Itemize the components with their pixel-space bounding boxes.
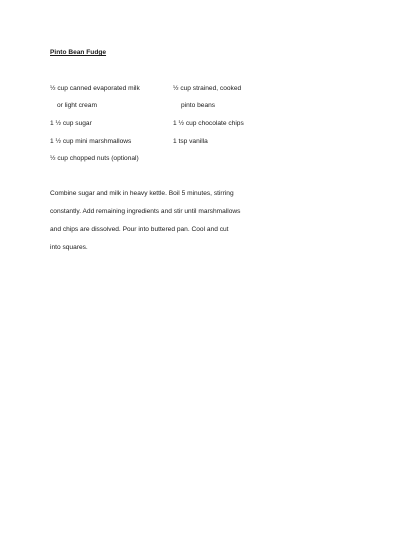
ingredient-evaporated-milk-continued: or light cream [57, 102, 97, 109]
ingredient-sugar: 1 ½ cup sugar [50, 120, 92, 127]
ingredient-nuts: ½ cup chopped nuts (optional) [50, 155, 139, 162]
directions-line: into squares. [50, 244, 88, 251]
ingredient-pinto-beans-continued: pinto beans [181, 102, 216, 109]
directions-line: constantly. Add remaining ingredients and stir until marshmallows [50, 208, 241, 215]
ingredient-evaporated-milk: ½ cup canned evaporated milk [50, 85, 140, 92]
ingredient-chocolate-chips: 1 ½ cup chocolate chips [173, 120, 244, 127]
directions-line: and chips are dissolved. Pour into buttered pan. Cool and cut [50, 226, 229, 233]
ingredient-vanilla: 1 tsp vanilla [173, 138, 208, 145]
ingredient-marshmallows: 1 ½ cup mini marshmallows [50, 138, 132, 145]
directions-line: Combine sugar and milk in heavy kettle. Boil 5 minutes, stirring [50, 190, 234, 197]
ingredient-pinto-beans: ½ cup strained, cooked [173, 85, 242, 92]
recipe-title: Pinto Bean Fudge [50, 49, 107, 56]
